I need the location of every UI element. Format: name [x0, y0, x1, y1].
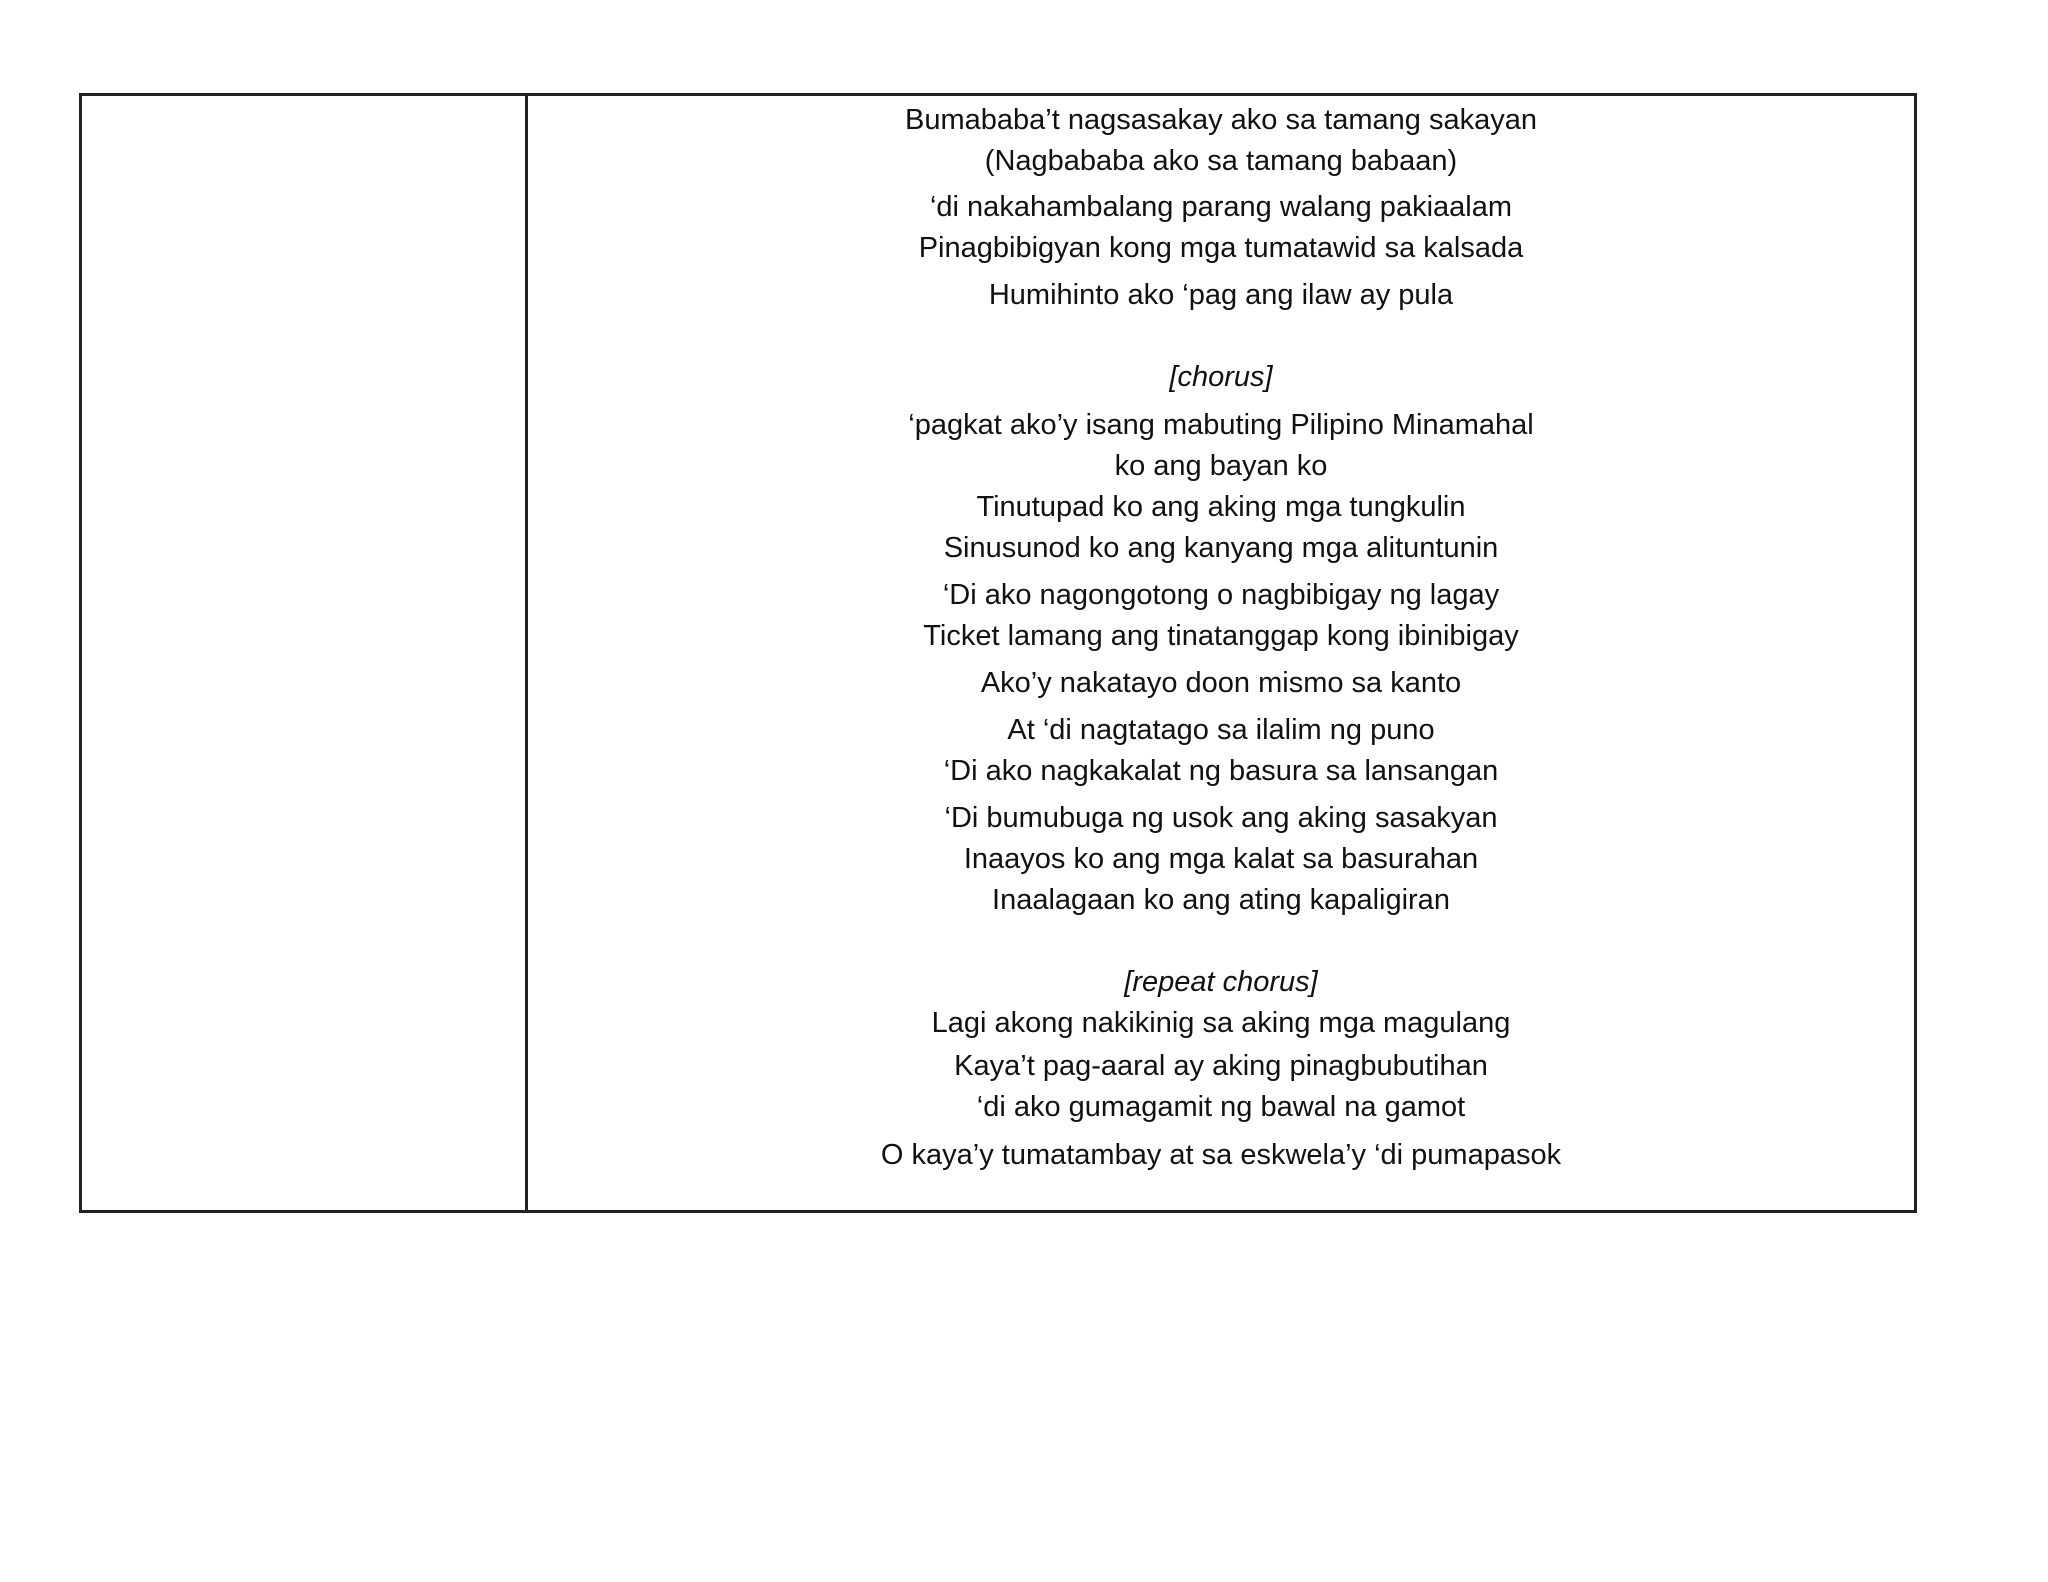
lyric-line: ‘di nakahambalang parang walang pakiaalam: [929, 191, 1512, 223]
lyric-line: ‘Di ako nagongotong o nagbibigay ng lagay: [942, 579, 1500, 611]
lyric-line: Inaayos ko ang mga kalat sa basurahan: [963, 843, 1479, 875]
lyric-line: Kaya’t pag-aaral ay aking pinagbubutihan: [954, 1050, 1488, 1082]
lyric-line: Sinusunod ko ang kanyang mga alituntunin: [943, 532, 1499, 564]
lyric-line: ‘Di ako nagkakalat ng basura sa lansangan: [943, 755, 1499, 787]
lyric-line: Humihinto ako ‘pag ang ilaw ay pula: [988, 279, 1454, 311]
lyric-line: Ticket lamang ang tinatanggap kong ibinibigay: [923, 620, 1519, 652]
lyric-line: Inaalagaan ko ang ating kapaligiran: [992, 884, 1450, 916]
lyric-line: Ako’y nakatayo doon mismo sa kanto: [980, 667, 1462, 699]
table-cell-left: [82, 96, 528, 1210]
lyric-line: O kaya’y tumatambay at sa eskwela’y ‘di pumapasok: [880, 1139, 1562, 1171]
lyric-line: Lagi akong nakikinig sa aking mga magulang: [931, 1007, 1511, 1039]
table-cell-right: [528, 96, 1914, 1210]
lyric-line: (Nagbababa ako sa tamang babaan): [984, 145, 1458, 177]
section-label: [repeat chorus]: [1124, 966, 1318, 998]
section-label: [chorus]: [1169, 361, 1273, 393]
lyric-line: ‘Di bumubuga ng usok ang aking sasakyan: [944, 802, 1498, 834]
lyric-line: ‘pagkat ako’y isang mabuting Pilipino Minamahal: [908, 409, 1534, 441]
lyric-line: ko ang bayan ko: [1114, 450, 1328, 482]
lyric-line: Pinagbibigyan kong mga tumatawid sa kalsada: [918, 232, 1524, 264]
lyric-line: Bumababa’t nagsasakay ako sa tamang sakayan: [905, 104, 1537, 136]
lyric-line: Tinutupad ko ang aking mga tungkulin: [976, 491, 1466, 523]
lyric-line: ‘di ako gumagamit ng bawal na gamot: [976, 1091, 1466, 1123]
lyric-line: At ‘di nagtatago sa ilalim ng puno: [1007, 714, 1435, 746]
lyrics-table: [79, 93, 1917, 1213]
